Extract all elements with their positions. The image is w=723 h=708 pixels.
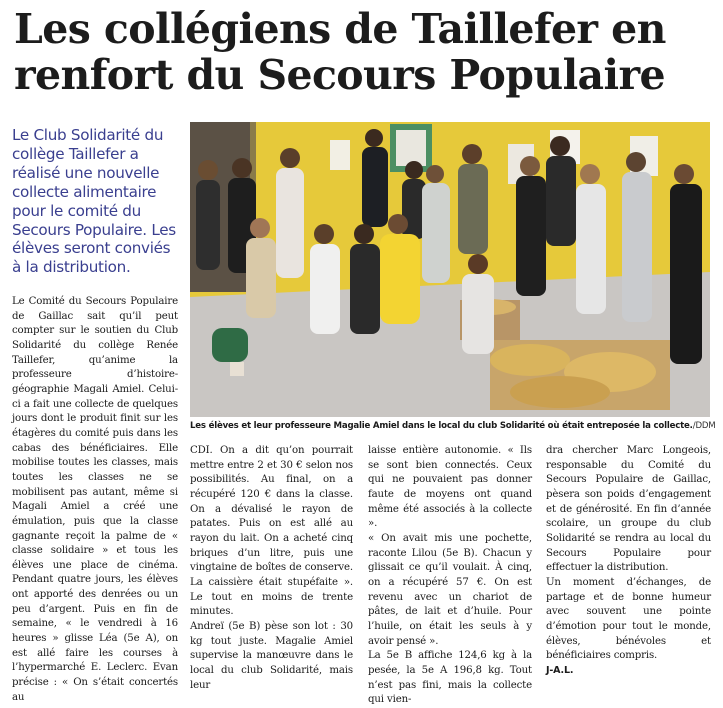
paragraph: dra chercher Marc Longeois, responsable du Comité du Secours Populaire de Gaillac, pèsera son poids d’engagement et de générosité. En fin d’année scolaire, un groupe du club Solidarité se rendra au local du Secours Populaire pour effectuer la distribution. [546, 445, 711, 574]
headline-line-1: Les collégiens de Taillefer en [14, 5, 666, 53]
paragraph: Andreï (5e B) pèse son lot : 30 kg tout juste. Magalie Amiel supervise la manœuvre dans le local du club Solidarité, mais leur [190, 620, 353, 691]
body-column-1 [12, 295, 178, 705]
photo-caption [190, 420, 716, 432]
paragraph: Un moment d’échanges, de partage et de bonne humeur avec souvent une pointe d’émotion pour tout le monde, élèves, bénévoles et bénéficiaires compris. [546, 576, 711, 662]
headline-line-2: renfort du Secours Populaire [14, 51, 665, 99]
paragraph: « On avait mis une pochette, raconte Lilou (5e B). Chacun y glissait ce qu’il voulait. À cinq, on a récupéré 57 €. On est revenu avec un chariot de pâtes, de lait et d’huile. Pour l’huile, on était les seuls à y avoir pensé ». [368, 532, 532, 647]
body-column-3 [368, 444, 532, 708]
article-photo [190, 122, 710, 417]
photo-credit: /DDM [692, 421, 716, 431]
body-column-2 [190, 444, 353, 693]
author-signature: J-A.L. [546, 664, 574, 676]
paragraph: Le Comité du Secours Populaire de Gaillac sait qu’il peut compter sur le soutien du Club Solidarité du collège Renée Taillefer, qu’anime la professeure d’histoire-géographie Magali Amiel. Celui-ci a fait une collecte de quelques jours dont le produit finit sur les étagères du comité puis dans les cabas des bénéficiaires. Elle mobilise toutes les classes, mais toutes les classes ne se mobilisent pas autant, même si Magali Amiel a créé une émulation, puis que la classe gagnante reçoit la palme de « classe solidaire » et tous les élèves une place de cinéma. Pendant quatre jours, les élèves ont apporté des denrées ou un peu d’argent. Puis en fin de semaine, « le vendredi à 16 heures » glisse Léa (5e A), on est allé faire les courses à l’hypermarché E. Leclerc. Evan précise : « On s’était concertés au [12, 296, 178, 703]
students-group-photo [190, 122, 710, 417]
paragraph: La 5e B affiche 124,6 kg à la pesée, la 5e A 196,8 kg. Tout n’est pas fini, mais la collecte qui vien- [368, 650, 532, 706]
body-column-4 [546, 444, 711, 679]
article-lead: Le Club Solidarité du collège Taillefer a réalisé une nouvelle collecte alimentaire pour le comité du Secours Populaire. Les élèves seront conviés à la distribution. [12, 126, 176, 277]
paragraph: laisse entière autonomie. « Ils se sont bien connectés. Ceux qui ne pouvaient pas donner faute de moyens ont quand même été associés à la collecte ». [368, 445, 532, 530]
paragraph: CDI. On a dit qu’on pourrait mettre entre 2 et 30 € selon nos possibilités. Au final, on a récupéré 120 € dans la classe. On a dévalisé le rayon de patates. Puis on est allé au rayon du lait. On a acheté cinq briques d’un litre, puis une vingtaine de boîtes de conserve. La caissière était stupéfaite ». Le tout en moins de trente minutes. [190, 445, 353, 618]
caption-text: Les élèves et leur professeure Magalie Amiel dans le local du club Solidarité où était entreposée la collecte. [190, 421, 693, 431]
article-headline [14, 6, 714, 98]
